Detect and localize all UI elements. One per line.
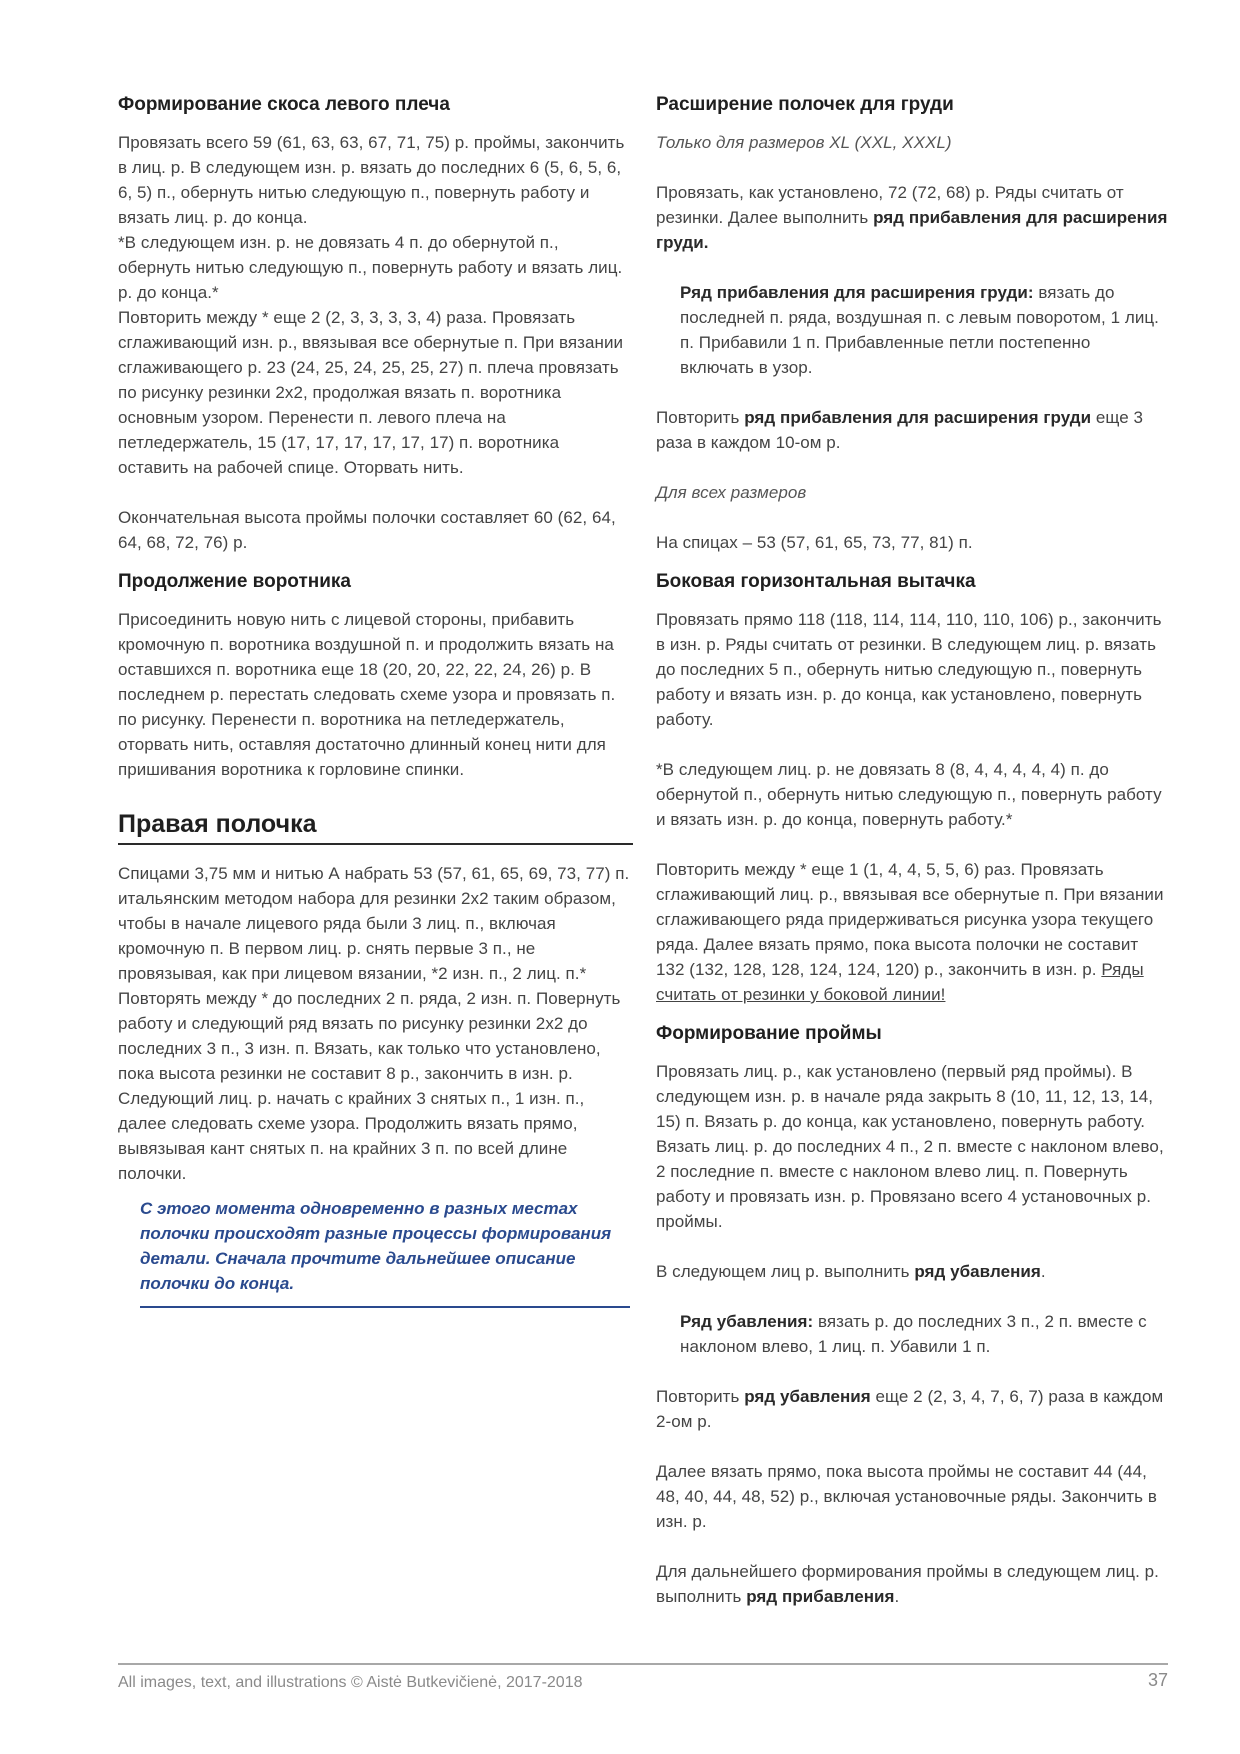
decrease-row-label: Ряд убавления: xyxy=(680,1312,814,1331)
armhole-2-text: В следующем лиц р. выполнить xyxy=(656,1262,915,1281)
page-number: 37 xyxy=(1147,1670,1168,1690)
footer-divider xyxy=(118,1663,1168,1665)
armhole-5-bold: ряд прибавления xyxy=(746,1587,895,1606)
section-title-right-front: Правая полочка xyxy=(118,807,633,845)
armhole-3-text-a: Повторить xyxy=(656,1387,745,1406)
paragraph-on-needles: На спицах – 53 (57, 61, 65, 73, 77, 81) п. xyxy=(656,533,973,552)
armhole-5-end: . xyxy=(894,1587,900,1606)
paragraph-final-height: Окончательная высота проймы полочки составляет 60 (62, 64, 64, 68, 72, 76) р. xyxy=(118,508,616,552)
dart-3-text: Повторить между * еще 1 (1, 4, 4, 5, 5, 6) раз. Провязать сглаживающий лиц. р., ввязывая все обернутые п. При вязании сглаживающего ряда придерживаться рисунка узора текущего ряда. Далее вязать прямо, пока высота полочки не составит 132 (132, 128, 128, 124, 124, 120) р., закончить в изн. р. xyxy=(656,860,1164,979)
increase-row-text: вязать до последней п. ряда, воздушная п. с левым поворотом, 1 лиц. п. Прибавили 1 п. Прибавленные петли постепенно включать в узор. xyxy=(680,283,1159,377)
heading-armhole: Формирование проймы xyxy=(656,1023,882,1044)
paragraph-bust-intro xyxy=(656,180,1168,255)
armhole-3-bold: ряд убавления xyxy=(744,1387,871,1406)
paragraph-dart-1: Провязать прямо 118 (118, 114, 114, 110, 110, 106) р., закончить в изн. р. Ряды считать от резинки. В следующем лиц. р. вязать до последних 5 п., обернуть нитью следующую п., повернуть работу и вязать изн. р. до конца, как установлено, повернуть работу. xyxy=(656,610,1162,729)
heading-side-dart: Боковая горизонтальная вытачка xyxy=(656,571,976,592)
footer-copyright: All images, text, and illustrations © Aistė Butkevičienė, 2017-2018 xyxy=(118,1674,583,1691)
repeat-bold: ряд прибавления для расширения груди xyxy=(744,408,1092,427)
bust-intro-bold: ряд прибавления для расширения груди. xyxy=(656,208,1168,252)
paragraph-decrease-row xyxy=(656,1309,1168,1359)
armhole-2-end: . xyxy=(1040,1262,1046,1281)
paragraph-armhole-1: Провязать лиц. р., как установлено (первый ряд проймы). В следующем изн. р. в начале ряда закрыть 8 (10, 11, 12, 13, 14, 15) п. Вязать р. до конца, как установлено, повернуть работу. Вязать лиц. р. до последних 4 п., 2 п. вместе с наклоном влево, 2 последние п. вместе с наклоном влево лиц. п. Повернуть работу и провязать изн. р. Провязано всего 4 установочных р. проймы. xyxy=(656,1062,1164,1231)
repeat-text-c: еще 3 раза в каждом 10-ом р. xyxy=(656,408,1144,452)
paragraph-collar: Присоединить новую нить с лицевой стороны, прибавить кромочную п. воротника воздушной п. и продолжить вязать на оставшихся п. воротника еще 18 (20, 20, 22, 22, 24, 26) р. В последнем р. перестать следовать схеме узора и провязать п. по рисунку. Перенести п. воротника на петледержатель, оторвать нить, оставляя достаточно длинный конец нити для пришивания воротника к горловине спинки. xyxy=(118,610,616,779)
paragraph-right-front: Спицами 3,75 мм и нитью А набрать 53 (57, 61, 65, 69, 73, 77) п. итальянским методом набора для резинки 2х2 таким образом, чтобы в начале лицевого ряда были 3 лиц. п., включая кромочную п. В первом лиц. р. снять первые 3 п., не провязывая, как при лицевом вязании, *2 изн. п., 2 лиц. п.* Повторять между * до последних 2 п. ряда, 2 изн. п. Повернуть работу и следующий ряд вязать по рисунку резинки 2х2 до последних 3 п., 3 изн. п. Вязать, как только что установлено, пока высота резинки не составит 8 р., закончить в изн. р. Следующий лиц. р. начать с крайних 3 снятых п., 1 изн. п., далее следовать схеме узора. Продолжить вязать прямо, вывязывая кант снятых п. на крайних 3 п. по всей длине полочки. xyxy=(118,864,630,1183)
paragraph-left-shoulder: Провязать всего 59 (61, 63, 63, 67, 71, 75) р. проймы, закончить в лиц. р. В следующем изн. р. вязать до последних 6 (5, 6, 5, 6, 6, 5) п., обернуть нитью следующую п., повернуть работу и вязать лиц. р. до конца. xyxy=(118,133,625,227)
bust-intro-text: Провязать, как установлено, 72 (72, 68) р. Ряды считать от резинки. Далее выполнить xyxy=(656,183,1124,227)
note-callout: С этого момента одновременно в разных местах полочки происходят разные процессы формирования детали. Сначала прочтите дальнейшее описание полочки до конца. xyxy=(140,1196,630,1308)
paragraph-dart-2: *В следующем лиц. р. не довязать 8 (8, 4, 4, 4, 4, 4) п. до обернутой п., обернуть нитью следующую п., повернуть работу и вязать изн. р. до конца, повернуть работу.* xyxy=(656,760,1162,829)
armhole-2-bold: ряд убавления xyxy=(914,1262,1041,1281)
paragraph-left-shoulder-repeat: *В следующем изн. р. не довязать 4 п. до обернутой п., обернуть нитью следующую п., повернуть работу и вязать лиц. р. до конца.* xyxy=(118,233,623,302)
heading-collar: Продолжение воротника xyxy=(118,571,351,592)
armhole-3-text-c: еще 2 (2, 3, 4, 7, 6, 7) раза в каждом 2-ом р. xyxy=(656,1387,1164,1431)
paragraph-armhole-3 xyxy=(656,1384,1168,1434)
paragraph-repeat-increase xyxy=(656,405,1168,455)
increase-row-label: Ряд прибавления для расширения груди: xyxy=(680,283,1034,302)
paragraph-armhole-2 xyxy=(656,1259,1168,1284)
decrease-row-text: вязать р. до последних 3 п., 2 п. вместе с наклоном влево, 1 лиц. п. Убавили 1 п. xyxy=(680,1312,1147,1356)
left-column xyxy=(118,92,633,1308)
armhole-5-text: Для дальнейшего формирования проймы в следующем лиц. р. выполнить xyxy=(656,1562,1159,1606)
heading-left-shoulder: Формирование скоса левого плеча xyxy=(118,94,450,115)
paragraph-armhole-4: Далее вязать прямо, пока высота проймы не составит 44 (44, 48, 40, 44, 48, 52) р., включая установочные ряды. Закончить в изн. р. xyxy=(656,1462,1157,1531)
dart-3-underlined: Ряды считать от резинки у боковой линии! xyxy=(656,960,1144,1004)
paragraph-increase-row xyxy=(656,280,1168,380)
repeat-text-a: Повторить xyxy=(656,408,745,427)
right-column xyxy=(656,92,1168,1609)
paragraph-dart-3 xyxy=(656,857,1168,1007)
paragraph-sizes-only: Только для размеров XL (XXL, XXXL) xyxy=(656,133,952,152)
paragraph-armhole-5 xyxy=(656,1559,1168,1609)
paragraph-left-shoulder-finish: Повторить между * еще 2 (2, 3, 3, 3, 3, 4) раза. Провязать сглаживающий изн. р., ввязывая все обернутые п. При вязании сглаживающего р. 23 (24, 25, 24, 25, 25, 27) п. плеча провязать по рисунку резинки 2х2, продолжая вязать п. воротника основным узором. Перенести п. левого плеча на петледержатель, 15 (17, 17, 17, 17, 17, 17) п. воротника оставить на рабочей спице. Оторвать нить. xyxy=(118,308,624,477)
paragraph-all-sizes: Для всех размеров xyxy=(656,483,807,502)
heading-bust: Расширение полочек для груди xyxy=(656,94,954,115)
